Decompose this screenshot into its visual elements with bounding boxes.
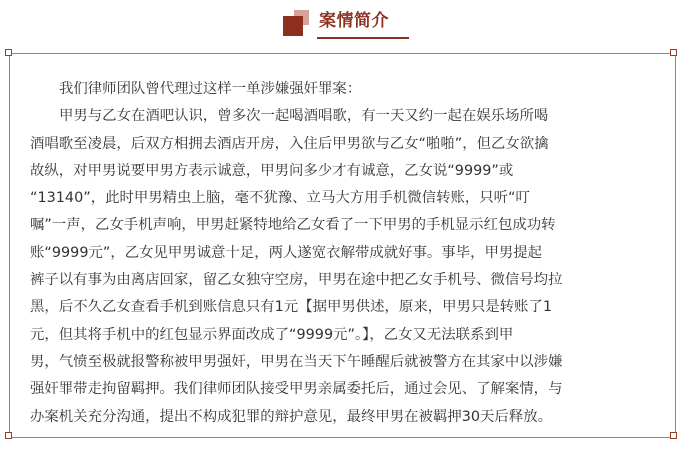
squares-icon (283, 10, 315, 36)
paragraph-line: 账“9999元”，乙女见甲男诚意十足，两人遂宽衣解带成就好事。事毕，甲男提起 (30, 244, 543, 261)
paragraph-line: 故纵，对甲男说要甲男方表示诚意，甲男问多少才有诚意，乙女说“9999”或 (30, 162, 514, 179)
paragraph-line: 甲男与乙女在酒吧认识，曾多次一起喝酒唱歌，有一天又约一起在娱乐场所喝 (59, 108, 549, 125)
paragraph-line: 嘱”一声，乙女手机声响，甲男赶紧特地给乙女看了一下甲男的手机显示红包成功转 (30, 217, 556, 234)
paragraph-line: 男，气愤至极就报警称被甲男强奸，甲男在当天下午睡醒后就被警方在其家中以涉嫌 (30, 353, 563, 370)
frame-corner-bottom-right (670, 432, 677, 439)
paragraph-line: 黑，后不久乙女查看手机到账信息只有1元【据甲男供述，原来，甲男只是转账了1 (30, 299, 552, 316)
title-underline (317, 37, 409, 39)
frame-corner-bottom-left (5, 432, 12, 439)
paragraph-line: “13140”，此时甲男精虫上脑，毫不犹豫、立马大方用手机微信转账，只听“叮 (30, 190, 530, 207)
frame-corner-top-right (670, 49, 677, 56)
paragraph-line: 裤子以有事为由离店回家，留乙女独守空房，甲男在途中把乙女手机号、微信号均拉 (30, 272, 563, 289)
section-title: 案情简介 (319, 11, 389, 31)
paragraph-line: 元，但其将手机中的红包显示界面改成了“9999元”。】，乙女又无法联系到甲 (30, 326, 514, 343)
case-description (30, 76, 662, 431)
frame-corner-top-left (5, 49, 12, 56)
dark-square-icon (283, 16, 303, 36)
paragraph-line: 强奸罪带走拘留羁押。我们律师团队接受甲男亲属委托后，通过会见、了解案情，与 (30, 381, 563, 398)
paragraph-line: 我们律师团队曾代理过这样一单涉嫌强奸罪案： (59, 81, 362, 97)
paragraph-line: 酒唱歌至凌晨，后双方相拥去酒店开房，入住后甲男欲与乙女“啪啪”，但乙女欲擒 (30, 135, 549, 152)
paragraph-line: 办案机关充分沟通，提出不构成犯罪的辩护意见，最终甲男在被羁押30天后释放。 (30, 408, 552, 425)
section-header (283, 8, 421, 36)
